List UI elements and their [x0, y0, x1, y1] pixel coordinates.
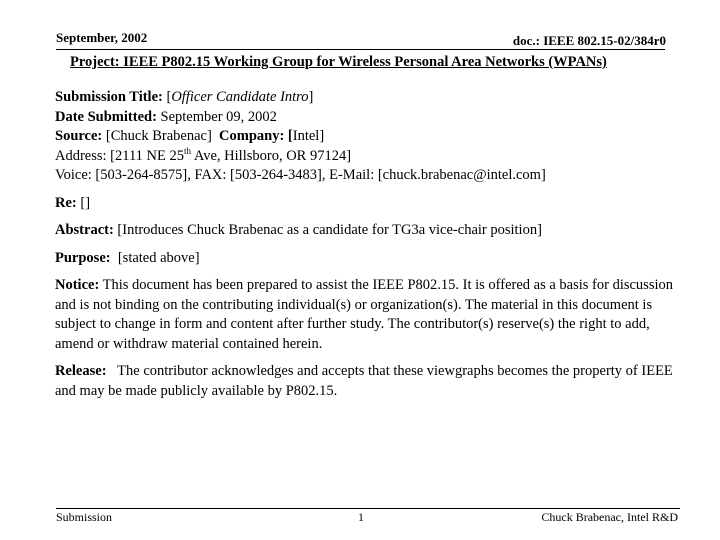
address-suffix: Ave, Hillsboro, OR 97124] — [191, 147, 352, 164]
document-body — [55, 88, 685, 401]
header-date: September, 2002 — [56, 30, 148, 45]
notice-label: Notice: — [55, 277, 100, 293]
source-line: Source: [Chuck Brabenac] Company: [Intel] — [55, 128, 325, 144]
date-submitted-value: September 09, 2002 — [160, 108, 277, 125]
address-line — [55, 147, 685, 167]
address-sup: th — [184, 145, 192, 156]
header-divider — [56, 49, 665, 50]
purpose-text: [stated above] — [117, 249, 200, 266]
project-title: Project: IEEE P802.15 Working Group for Wireless Personal Area Networks (WPANs) — [70, 54, 607, 70]
submission-title-line: Submission Title: [Officer Candidate Intro] — [55, 89, 314, 105]
purpose-label: Purpose: — [55, 249, 111, 266]
submission-title-value: Officer Candidate Intro — [171, 89, 309, 105]
date-submitted-line — [55, 108, 685, 128]
footer-submission: Submission — [56, 510, 113, 524]
notice-paragraph — [55, 276, 685, 354]
source-value: [Chuck Brabenac] — [105, 128, 212, 144]
submission-title-label: Submission Title: — [55, 89, 163, 105]
header-doc-id: doc.: IEEE 802.15-02/384r0 — [512, 33, 666, 48]
footer-page-number: 1 — [358, 510, 364, 524]
release-paragraph — [55, 362, 685, 401]
date-submitted-label: Date Submitted: — [55, 108, 157, 125]
re-value: [] — [80, 194, 91, 211]
notice-text: This document has been prepared to assist the IEEE P802.15. It is offered as a basis for discussion and is not binding on the contributing individual(s) or organization(s). The material in this document is subject to change in form and content after further study. The contributor(s) reserve(s) the right to add, amend or withdraw material contained herein. — [55, 277, 673, 352]
re-label: Re: — [55, 194, 77, 211]
abstract-line — [55, 221, 685, 241]
company-label: Company: — [219, 128, 285, 144]
footer-divider — [56, 508, 680, 509]
purpose-line — [55, 249, 685, 269]
abstract-label: Abstract: — [55, 222, 114, 238]
voice-line: Voice: [503-264-8575], FAX: [503-264-3483], E-Mail: [chuck.brabenac@intel.com] — [55, 167, 546, 183]
abstract-text: [Introduces Chuck Brabenac as a candidate for TG3a vice-chair position] — [117, 222, 542, 238]
release-label: Release: — [55, 363, 107, 379]
source-label: Source: — [55, 128, 103, 144]
re-line — [55, 194, 685, 214]
footer-author: Chuck Brabenac, Intel R&D — [541, 510, 678, 524]
address-prefix: Address: [2111 NE 25 — [55, 147, 185, 164]
company-value: Intel] — [292, 128, 325, 144]
release-text: The contributor acknowledges and accepts that these viewgraphs becomes the property of IEEE and may be made publicly available by P802.15. — [55, 363, 673, 399]
